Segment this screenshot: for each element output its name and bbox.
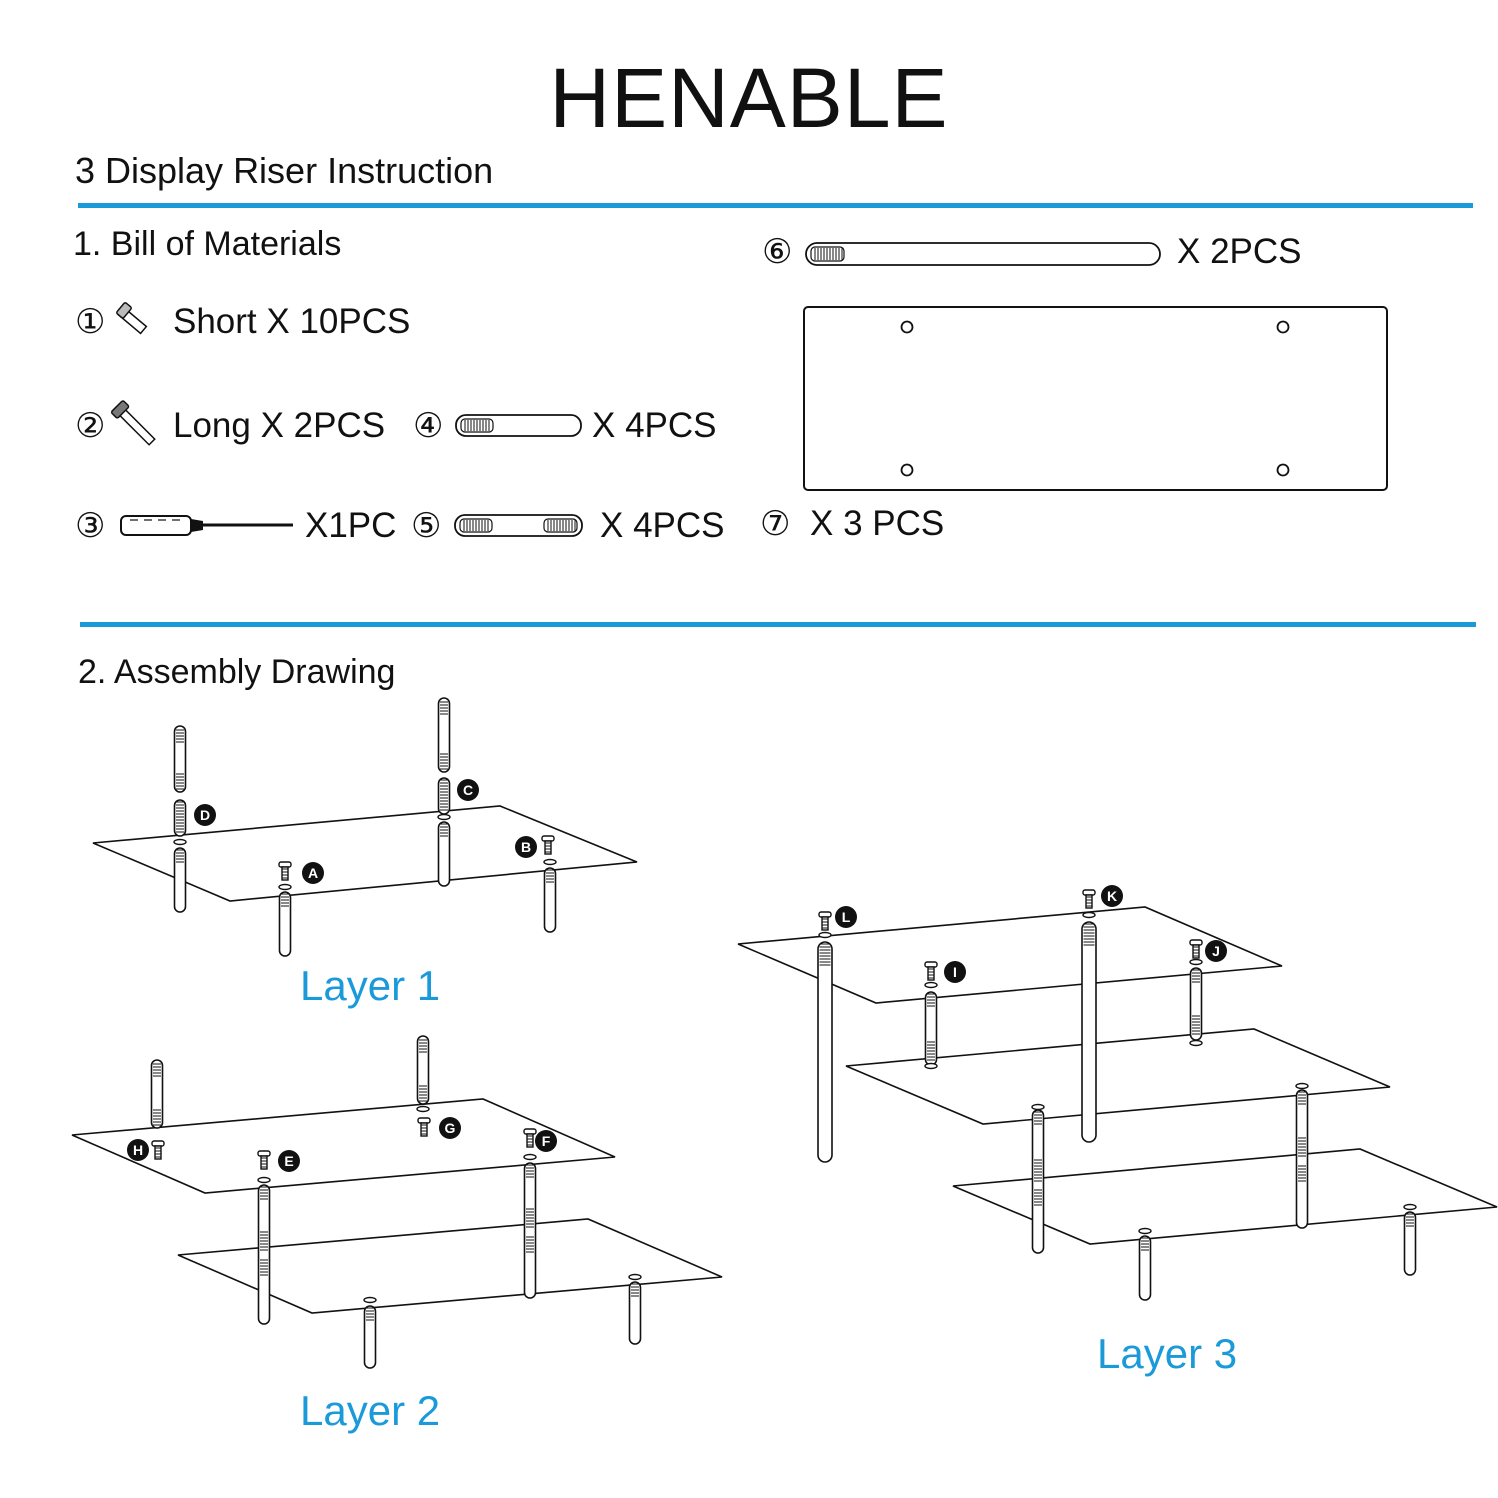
post-body <box>630 1282 641 1344</box>
layer-1-post-back-left <box>175 848 186 912</box>
washer-icon <box>417 1107 429 1112</box>
washer-icon <box>925 983 937 988</box>
item-3-label: X1PC <box>305 506 397 545</box>
item-3-number: ③ <box>75 506 106 546</box>
tag-letter: L <box>841 909 851 925</box>
screw-head <box>152 1141 164 1146</box>
screw-head <box>279 862 291 867</box>
tag-H <box>127 1139 149 1161</box>
washer-icon <box>524 1155 536 1160</box>
tag-K <box>1101 885 1123 907</box>
layer-1-rod-c-upper <box>439 698 450 772</box>
washer-icon <box>364 1298 376 1303</box>
washer-icon <box>925 1064 937 1069</box>
short-screw-icon <box>116 302 146 333</box>
screwdriver-icon <box>121 516 293 535</box>
tag-letter: H <box>132 1142 144 1158</box>
layer-2-post-f <box>525 1163 536 1298</box>
panel-hole <box>902 322 913 333</box>
tag-A <box>302 862 324 884</box>
tag-letter: B <box>520 839 532 855</box>
layer-2-screw-e <box>258 1151 270 1169</box>
post-body <box>545 868 556 932</box>
screw-head <box>925 962 937 967</box>
layer-1-post-front <box>280 892 291 956</box>
post-body <box>439 822 450 886</box>
item-4-number: ④ <box>413 406 444 446</box>
brand-title: HENABLE <box>549 51 949 145</box>
layer-2-rod-g <box>418 1036 429 1104</box>
panel-hole <box>902 465 913 476</box>
double-threaded-rod-icon <box>455 515 582 536</box>
post-body <box>818 942 832 1162</box>
tag-J <box>1205 940 1227 962</box>
item-2-label: Long X 2PCS <box>173 406 386 445</box>
post-body <box>259 1185 270 1324</box>
layer-3-screw-k <box>1083 890 1095 908</box>
layer-2-post-right <box>630 1282 641 1344</box>
item-5-label: X 4PCS <box>600 506 725 545</box>
washer-icon <box>1404 1205 1416 1210</box>
tag-letter: G <box>444 1120 456 1136</box>
item-6-label: X 2PCS <box>1177 232 1302 271</box>
screw-head <box>258 1151 270 1156</box>
screw-head <box>524 1129 536 1134</box>
tag-F <box>535 1130 557 1152</box>
layer-1-rod-d-threaded <box>175 800 186 836</box>
tag-C <box>457 779 479 801</box>
post-body <box>1140 1236 1151 1300</box>
assembly-heading: 2. Assembly Drawing <box>78 653 396 691</box>
layer-1-label: Layer 1 <box>300 962 441 1009</box>
layer-3-screw-l <box>819 912 831 930</box>
washer-icon <box>819 933 831 938</box>
layer-1-rod-d-upper <box>175 726 186 792</box>
post-body <box>280 892 291 956</box>
washer-icon <box>1190 960 1202 965</box>
layer-3-rod-k <box>1082 922 1096 1142</box>
washer-icon <box>1190 1041 1202 1046</box>
washer-icon <box>258 1178 270 1183</box>
post-body <box>525 1163 536 1298</box>
post-body <box>1405 1212 1416 1275</box>
tag-D <box>194 804 216 826</box>
tag-B <box>515 836 537 858</box>
layer-1-rod-c-threaded <box>439 778 450 814</box>
item-7-number: ⑦ <box>760 504 791 544</box>
item-6-number: ⑥ <box>762 232 793 272</box>
washer-icon <box>629 1275 641 1280</box>
layer-1-post-right <box>545 868 556 932</box>
short-rod-icon <box>456 415 581 436</box>
layer-1-post-back-mid <box>439 822 450 886</box>
layer-2-screw-h <box>152 1141 164 1159</box>
layer-2-screw-f <box>524 1129 536 1147</box>
panel-hole <box>1278 322 1289 333</box>
page-subtitle: 3 Display Riser Instruction <box>75 150 494 191</box>
tag-letter: J <box>1212 943 1220 959</box>
post-body <box>439 698 450 772</box>
long-rod-icon <box>806 243 1160 265</box>
bom-heading: 1. Bill of Materials <box>73 225 342 263</box>
screwdriver-collar <box>191 519 203 532</box>
tag-letter: C <box>462 782 474 798</box>
panel-outline <box>804 307 1387 490</box>
layer-2-screw-g <box>418 1118 430 1136</box>
item-7-label: X 3 PCS <box>810 504 945 543</box>
tag-letter: F <box>541 1133 551 1149</box>
layer-3-post-mid-left <box>1033 1110 1044 1253</box>
rod-body <box>806 243 1160 265</box>
item-1-number: ① <box>75 302 106 342</box>
item-5-number: ⑤ <box>411 506 442 546</box>
washer-icon <box>438 815 450 820</box>
layer-2-post-front <box>365 1306 376 1368</box>
washer-icon <box>1296 1084 1308 1089</box>
item-2-number: ② <box>75 406 106 446</box>
tag-letter: A <box>307 865 319 881</box>
tag-L <box>835 906 857 928</box>
panel-hole <box>1278 465 1289 476</box>
post-body <box>365 1306 376 1368</box>
layer-3-post-front <box>1140 1236 1151 1300</box>
item-1-label: Short X 10PCS <box>173 302 411 341</box>
tag-E <box>278 1150 300 1172</box>
tag-I <box>944 961 966 983</box>
layer-3-post-i <box>926 992 937 1065</box>
post-body <box>175 848 186 912</box>
screw-head <box>542 836 554 841</box>
layer-3-label: Layer 3 <box>1097 1330 1238 1377</box>
screw-head <box>1190 940 1202 945</box>
washer-icon <box>544 860 556 865</box>
washer-icon <box>279 885 291 890</box>
layer-2-post-e <box>259 1185 270 1324</box>
tag-letter: K <box>1106 888 1118 904</box>
screw-head <box>819 912 831 917</box>
layer-3-screw-j <box>1190 940 1202 958</box>
layer-3-screw-i <box>925 962 937 980</box>
layer-3-post-mid-right <box>1297 1090 1308 1228</box>
tag-letter: D <box>199 807 211 823</box>
screw-head <box>418 1118 430 1123</box>
washer-icon <box>1032 1105 1044 1110</box>
long-screw-icon <box>111 400 155 445</box>
screwdriver-handle <box>121 516 191 535</box>
tag-G <box>439 1117 461 1139</box>
post-body <box>1297 1090 1308 1228</box>
washer-icon <box>1083 913 1095 918</box>
screw-head <box>1083 890 1095 895</box>
washer-icon <box>1139 1229 1151 1234</box>
layer-3-post-right <box>1405 1212 1416 1275</box>
tag-letter: E <box>284 1153 294 1169</box>
layer-1-screw-a <box>279 862 291 880</box>
acrylic-panel-icon <box>804 307 1387 490</box>
layer-1-screw-b <box>542 836 554 854</box>
layer-3-post-j <box>1191 968 1202 1040</box>
item-4-label: X 4PCS <box>592 406 717 445</box>
layer-2-rod-h <box>152 1060 163 1128</box>
post-body <box>1082 922 1096 1142</box>
layer-3-rod-l <box>818 942 832 1162</box>
washer-icon <box>174 840 186 845</box>
tag-letter: I <box>953 964 957 980</box>
layer-2-label: Layer 2 <box>300 1387 441 1434</box>
